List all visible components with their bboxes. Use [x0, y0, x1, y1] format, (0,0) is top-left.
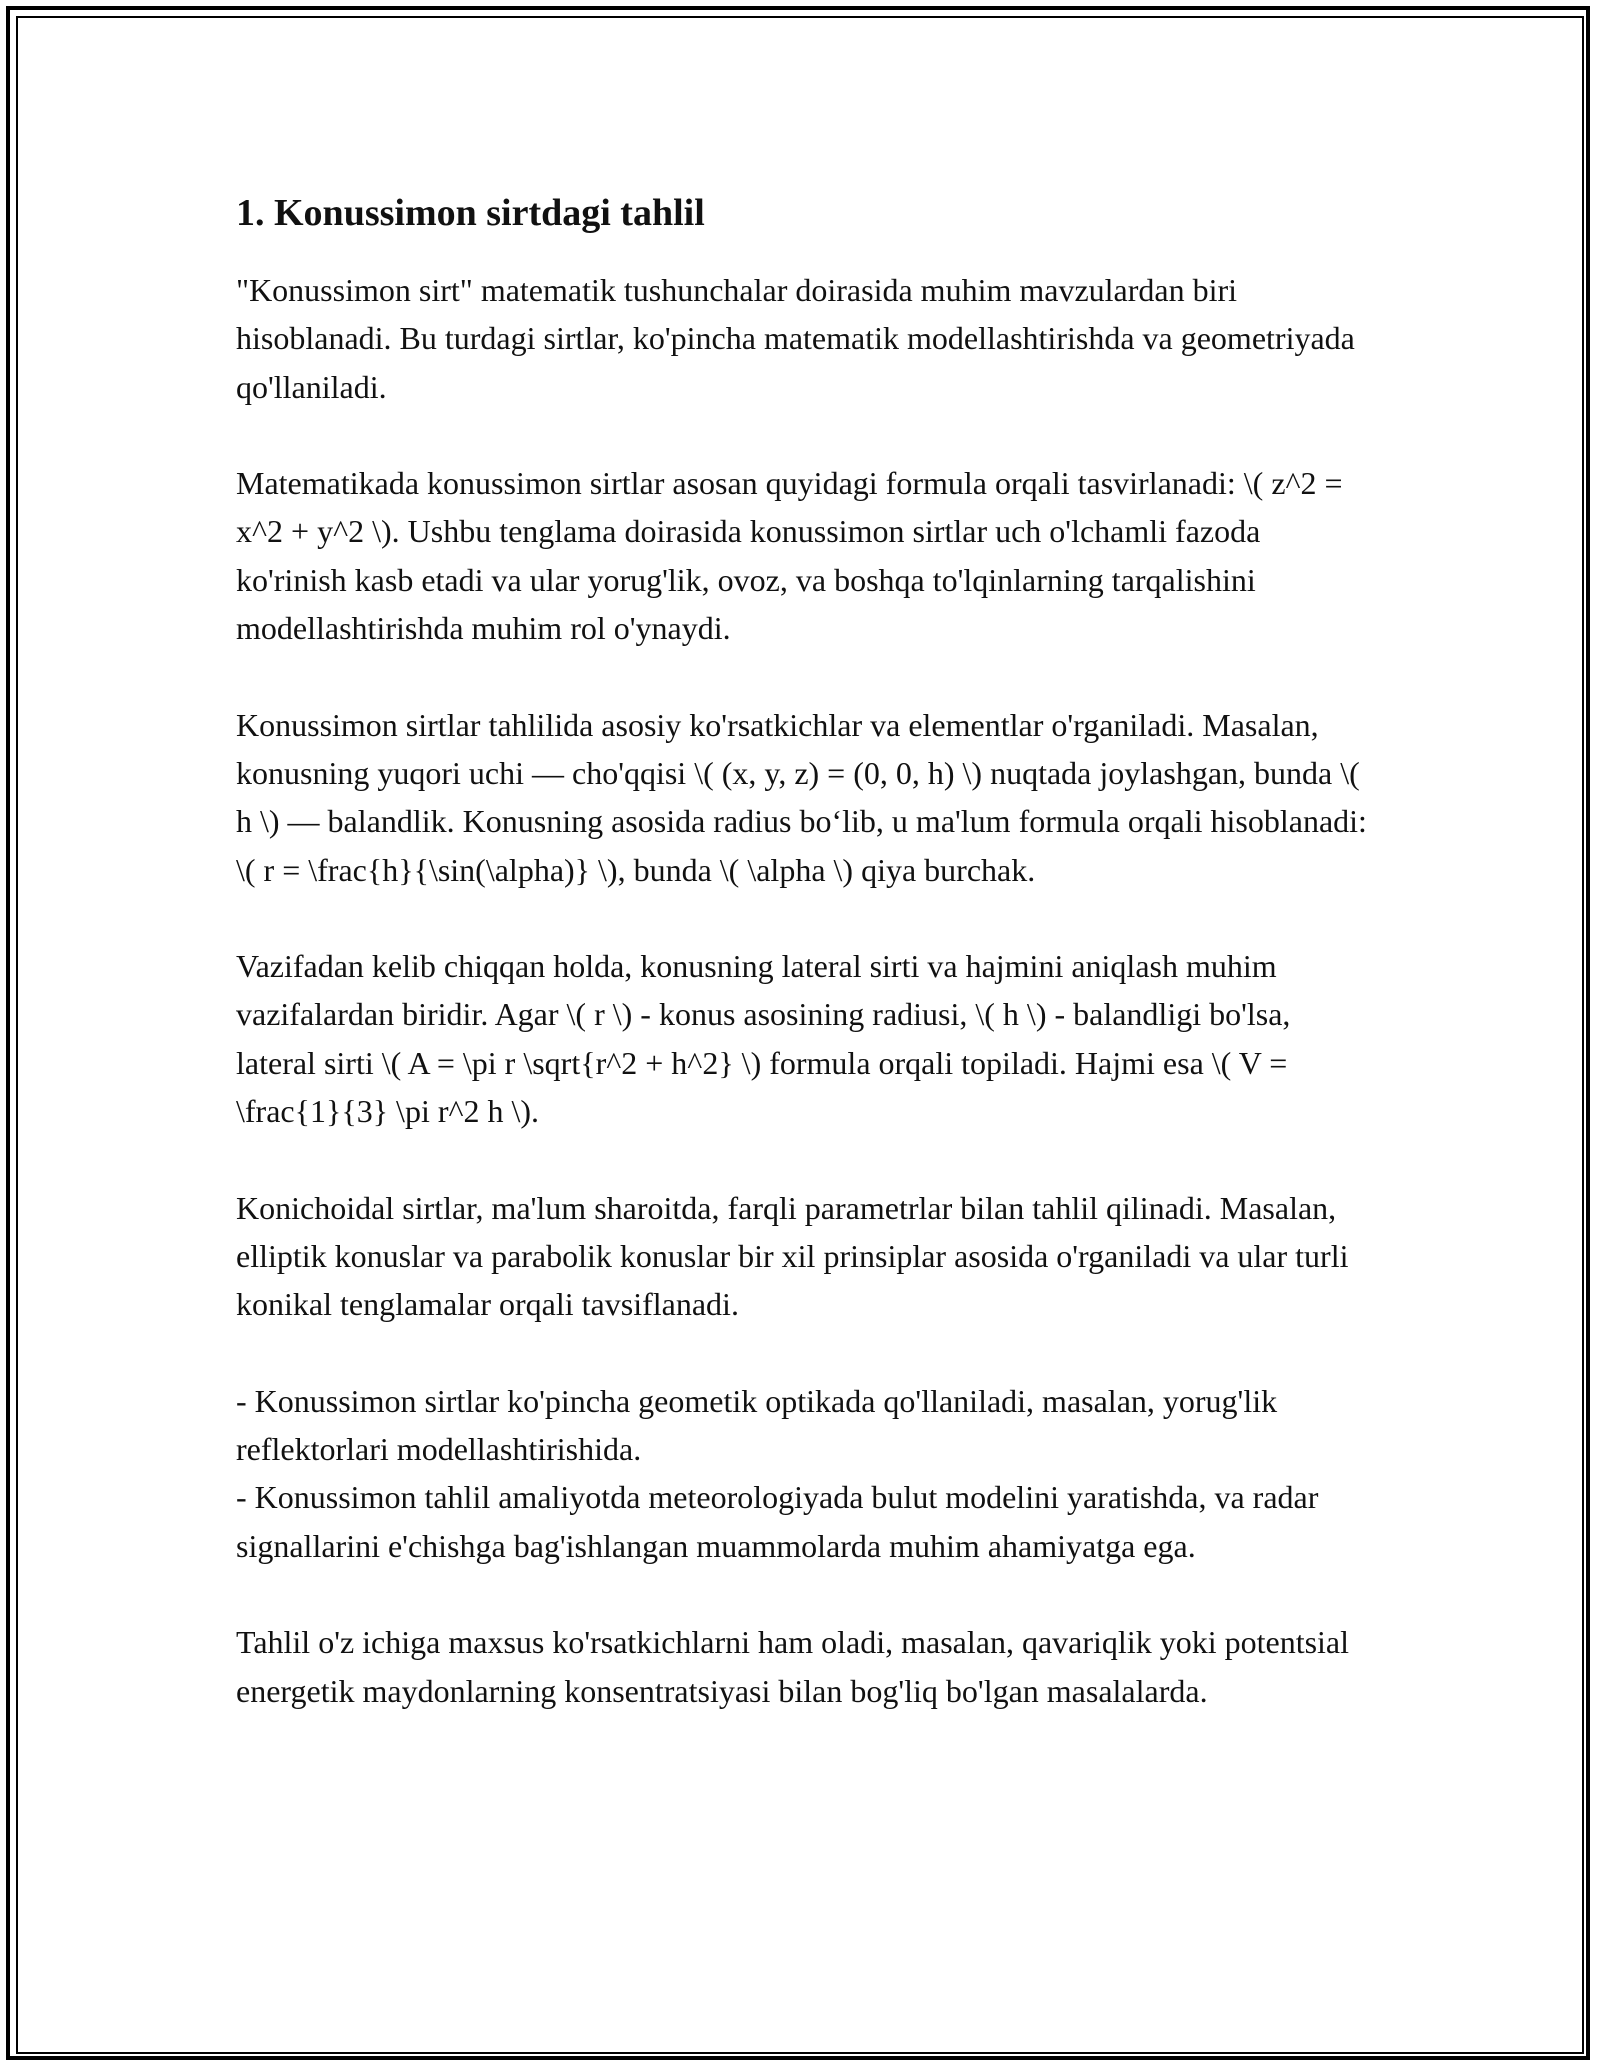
bullet-item: - Konussimon sirtlar ko'pincha geometik optikada qo'llaniladi, masalan, yorug'lik reflektorlari modellashtirishida. — [236, 1382, 1278, 1468]
paragraph-conichoidal: Konichoidal sirtlar, ma'lum sharoitda, farqli parametrlar bilan tahlil qilinadi. Masalan, elliptik konuslar va parabolik konuslar bir xil prinsiplar asosida o'rganiladi va ular turli konikal tenglamalar orqali tavsiflanadi. — [236, 1189, 1349, 1323]
document-body — [236, 186, 1376, 1715]
bullet-list — [236, 1377, 1376, 1570]
bullet-item: - Konussimon tahlil amaliyotda meteorologiyada bulut modelini yaratishda, va radar signallarini e'chishga bag'ishlangan muammolarda muhim ahamiyatga ega. — [236, 1479, 1319, 1564]
paragraph-elements: Konussimon sirtlar tahlilida asosiy ko'rsatkichlar va elementlar o'rganiladi. Masalan, konusning yuqori uchi — cho'qqisi \( (x, y, z) = (0, 0, h) \) nuqtada joylashgan, bunda \( h \) — balandlik. Konusning asosida radius bo‘lib, u ma'lum formula orqali hisoblanadi: \( r = \frac{h}{\sin(\alpha)} \), bunda \( \alpha \) qiya burchak. — [236, 706, 1367, 888]
paragraph-lateral-volume: Vazifadan kelib chiqqan holda, konusning lateral sirti va hajmini aniqlash muhim vazifalardan biridir. Agar \( r \) - konus asosining radiusi, \( h \) - balandligi bo'lsa, lateral sirti \( A = \pi r \sqrt{r^2 + h^2} \) formula orqali topiladi. Hajmi esa \( V = \frac{1}{3} \pi r^2 h \). — [236, 948, 1291, 1130]
paragraph-formula: Matematikada konussimon sirtlar asosan quyidagi formula orqali tasvirlanadi: \( z^2 = x^2 + y^2 \). Ushbu tenglama doirasida konussimon sirtlar uch o'lchamli fazoda ko'rinish kasb etadi va ular yorug'lik, ovoz, va boshqa to'lqinlarning tarqalishini modellashtirishda muhim rol o'ynaydi. — [236, 465, 1343, 647]
paragraph-intro: "Konussimon sirt" matematik tushunchalar doirasida muhim mavzulardan biri hisoblanadi. Bu turdagi sirtlar, ko'pincha matematik modellashtirishda va geometriyada qo'llaniladi. — [236, 272, 1355, 405]
section-heading: 1. Konussimon sirtdagi tahlil — [236, 192, 705, 234]
paragraph-closing: Tahlil o'z ichiga maxsus ko'rsatkichlarni ham oladi, masalan, qavariqlik yoki potentsial energetik maydonlarning konsentratsiyasi bilan bog'liq bo'lgan masalalarda. — [236, 1624, 1350, 1709]
